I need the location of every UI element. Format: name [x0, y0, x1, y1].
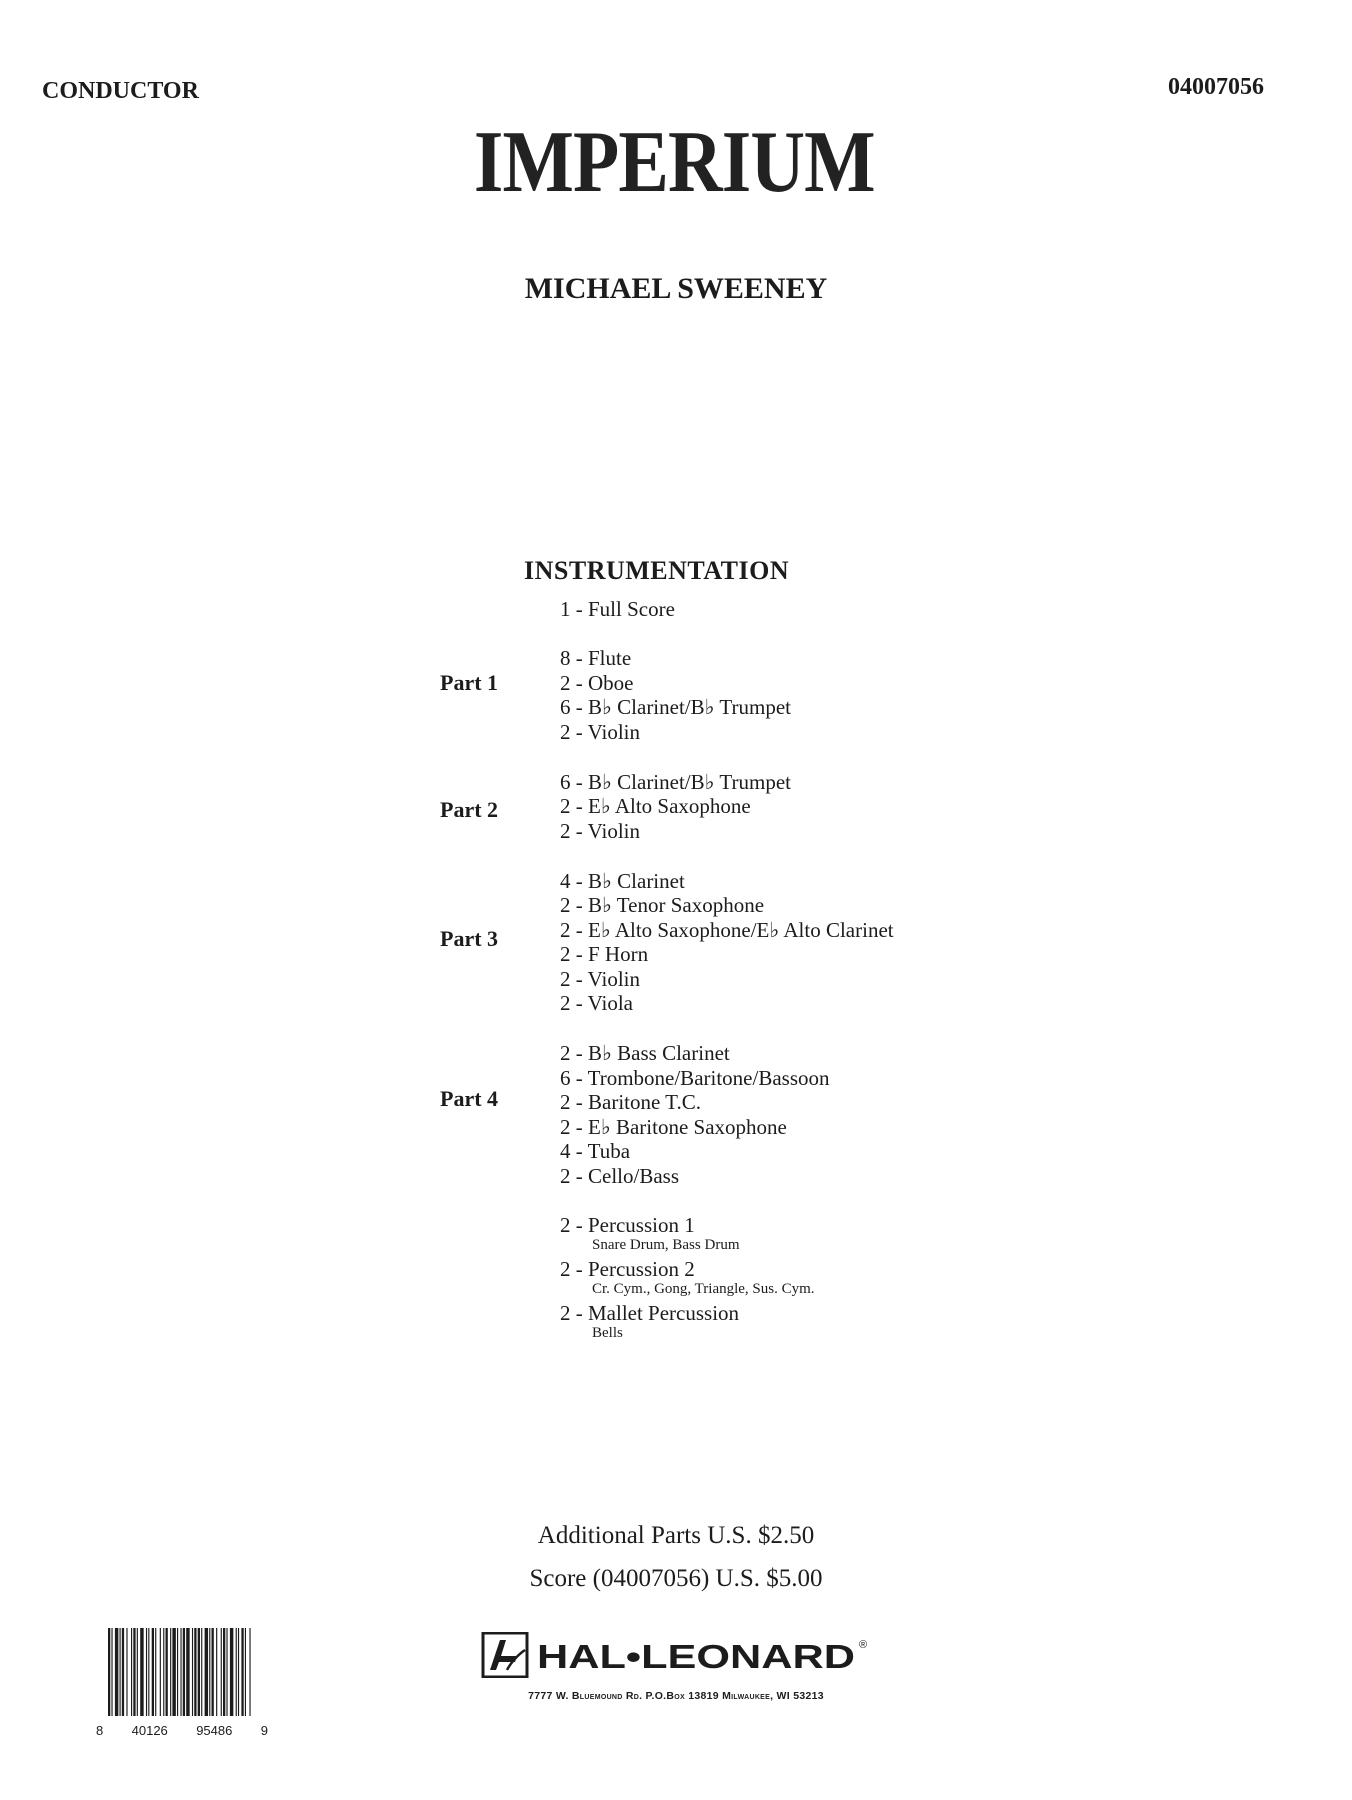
barcode-bar — [221, 1628, 222, 1716]
barcode-bar — [205, 1628, 208, 1716]
part-3-label: Part 3 — [440, 926, 499, 951]
instrument-item: 2 - E♭ Alto Saxophone/E♭ Alto Clarinet — [560, 918, 894, 942]
part-2-label: Part 2 — [440, 797, 499, 822]
barcode-bar — [122, 1628, 124, 1716]
barcode-bar — [230, 1628, 233, 1716]
barcode-bar — [155, 1628, 156, 1716]
barcode-bar — [245, 1628, 246, 1716]
barcode-bar — [133, 1628, 135, 1716]
publisher-address: 7777 W. Bluemound Rd. P.O.Box 13819 Milwaukee, WI 53213 — [528, 1690, 824, 1702]
instrument-item: 6 - B♭ Clarinet/B♭ Trumpet — [560, 770, 791, 794]
barcode-bar — [163, 1628, 164, 1716]
registered-mark: ® — [859, 1639, 868, 1651]
instrument-item: 2 - B♭ Tenor Saxophone — [560, 893, 765, 917]
barcode-bar — [131, 1628, 132, 1716]
instrument-item: 2 - Viola — [560, 991, 634, 1015]
barcode-bar — [146, 1628, 147, 1716]
instrument-item: 2 - Violin — [560, 967, 641, 991]
instrument-item: 2 - Cello/Bass — [560, 1164, 679, 1188]
barcode-bar — [192, 1628, 193, 1716]
instrument-item: 2 - F Horn — [560, 942, 649, 966]
barcode-bar — [111, 1628, 112, 1716]
part-1-label: Part 1 — [440, 670, 499, 695]
barcode-bar — [170, 1628, 171, 1716]
barcode-bar — [172, 1628, 175, 1716]
additional-parts-price: Additional Parts U.S. $2.50 — [537, 1522, 815, 1549]
score-price: Score (04007056) U.S. $5.00 — [529, 1565, 823, 1592]
barcode-bar — [148, 1628, 149, 1716]
hal-leonard-emblem-icon — [483, 1633, 527, 1677]
barcode-bar — [216, 1628, 217, 1716]
instrumentation-heading: INSTRUMENTATION — [524, 556, 790, 585]
percussion-item: 2 - Percussion 1 — [560, 1213, 695, 1237]
percussion-detail: Bells — [592, 1325, 623, 1341]
barcode-bar — [183, 1628, 185, 1716]
full-score-item: 1 - Full Score — [560, 597, 675, 621]
page-title: IMPERIUM — [473, 114, 875, 211]
barcode-bar — [241, 1628, 243, 1716]
instrument-item: 4 - B♭ Clarinet — [560, 869, 685, 893]
instrument-item: 4 - Tuba — [560, 1139, 631, 1163]
barcode-bar — [126, 1628, 127, 1716]
barcode — [108, 1628, 252, 1716]
barcode-digit: 8 — [96, 1723, 104, 1738]
percussion-item: 2 - Percussion 2 — [560, 1257, 695, 1281]
publisher-logo — [481, 1632, 877, 1678]
instrument-item: 6 - B♭ Clarinet/B♭ Trumpet — [560, 695, 791, 719]
barcode-bar — [166, 1628, 168, 1716]
barcode-bar — [160, 1628, 161, 1716]
instrument-item: 8 - Flute — [560, 646, 632, 670]
barcode-bar — [115, 1628, 118, 1716]
publisher-name: HAL•LEONARD — [537, 1638, 855, 1675]
barcode-bar — [120, 1628, 121, 1716]
barcode-bar — [186, 1628, 189, 1716]
instrument-item: 2 - E♭ Baritone Saxophone — [560, 1115, 787, 1139]
instrument-item: 2 - B♭ Bass Clarinet — [560, 1041, 730, 1065]
percussion-detail: Cr. Cym., Gong, Triangle, Sus. Cym. — [592, 1281, 815, 1297]
barcode-bar — [212, 1628, 214, 1716]
catalog-number: 04007056 — [1168, 74, 1264, 100]
instrument-item: 2 - E♭ Alto Saxophone — [560, 794, 751, 818]
barcode-digit: 40126 — [131, 1723, 168, 1738]
composer-name: MICHAEL SWEENEY — [524, 272, 828, 305]
barcode-digit: 95486 — [196, 1723, 233, 1738]
pricing — [0, 1514, 1352, 1600]
part-4-label: Part 4 — [440, 1086, 499, 1111]
barcode-bar — [236, 1628, 237, 1716]
instrument-item: 2 - Violin — [560, 819, 641, 843]
barcode-bar — [152, 1628, 154, 1716]
instrument-item: 2 - Violin — [560, 720, 641, 744]
barcode-bar — [177, 1628, 178, 1716]
barcode-digits — [96, 1723, 268, 1738]
barcode-bar — [137, 1628, 138, 1716]
barcode-bar — [226, 1628, 227, 1716]
percussion-item: 2 - Mallet Percussion — [560, 1301, 740, 1325]
barcode-bar — [180, 1628, 181, 1716]
instrument-item: 2 - Baritone T.C. — [560, 1090, 701, 1114]
barcode-bar — [209, 1628, 210, 1716]
instrument-item: 2 - Oboe — [560, 671, 634, 695]
conductor-label: CONDUCTOR — [42, 78, 199, 104]
instrument-item: 6 - Trombone/Baritone/Bassoon — [560, 1066, 830, 1090]
barcode-bar — [194, 1628, 196, 1716]
barcode-bar — [140, 1628, 143, 1716]
barcode-bar — [249, 1628, 250, 1716]
percussion-detail: Snare Drum, Bass Drum — [592, 1237, 740, 1253]
barcode-digit: 9 — [260, 1723, 268, 1738]
barcode-bar — [238, 1628, 239, 1716]
barcode-bar — [223, 1628, 225, 1716]
barcode-bar — [201, 1628, 202, 1716]
barcode-bar — [108, 1628, 110, 1716]
barcode-bar — [198, 1628, 200, 1716]
